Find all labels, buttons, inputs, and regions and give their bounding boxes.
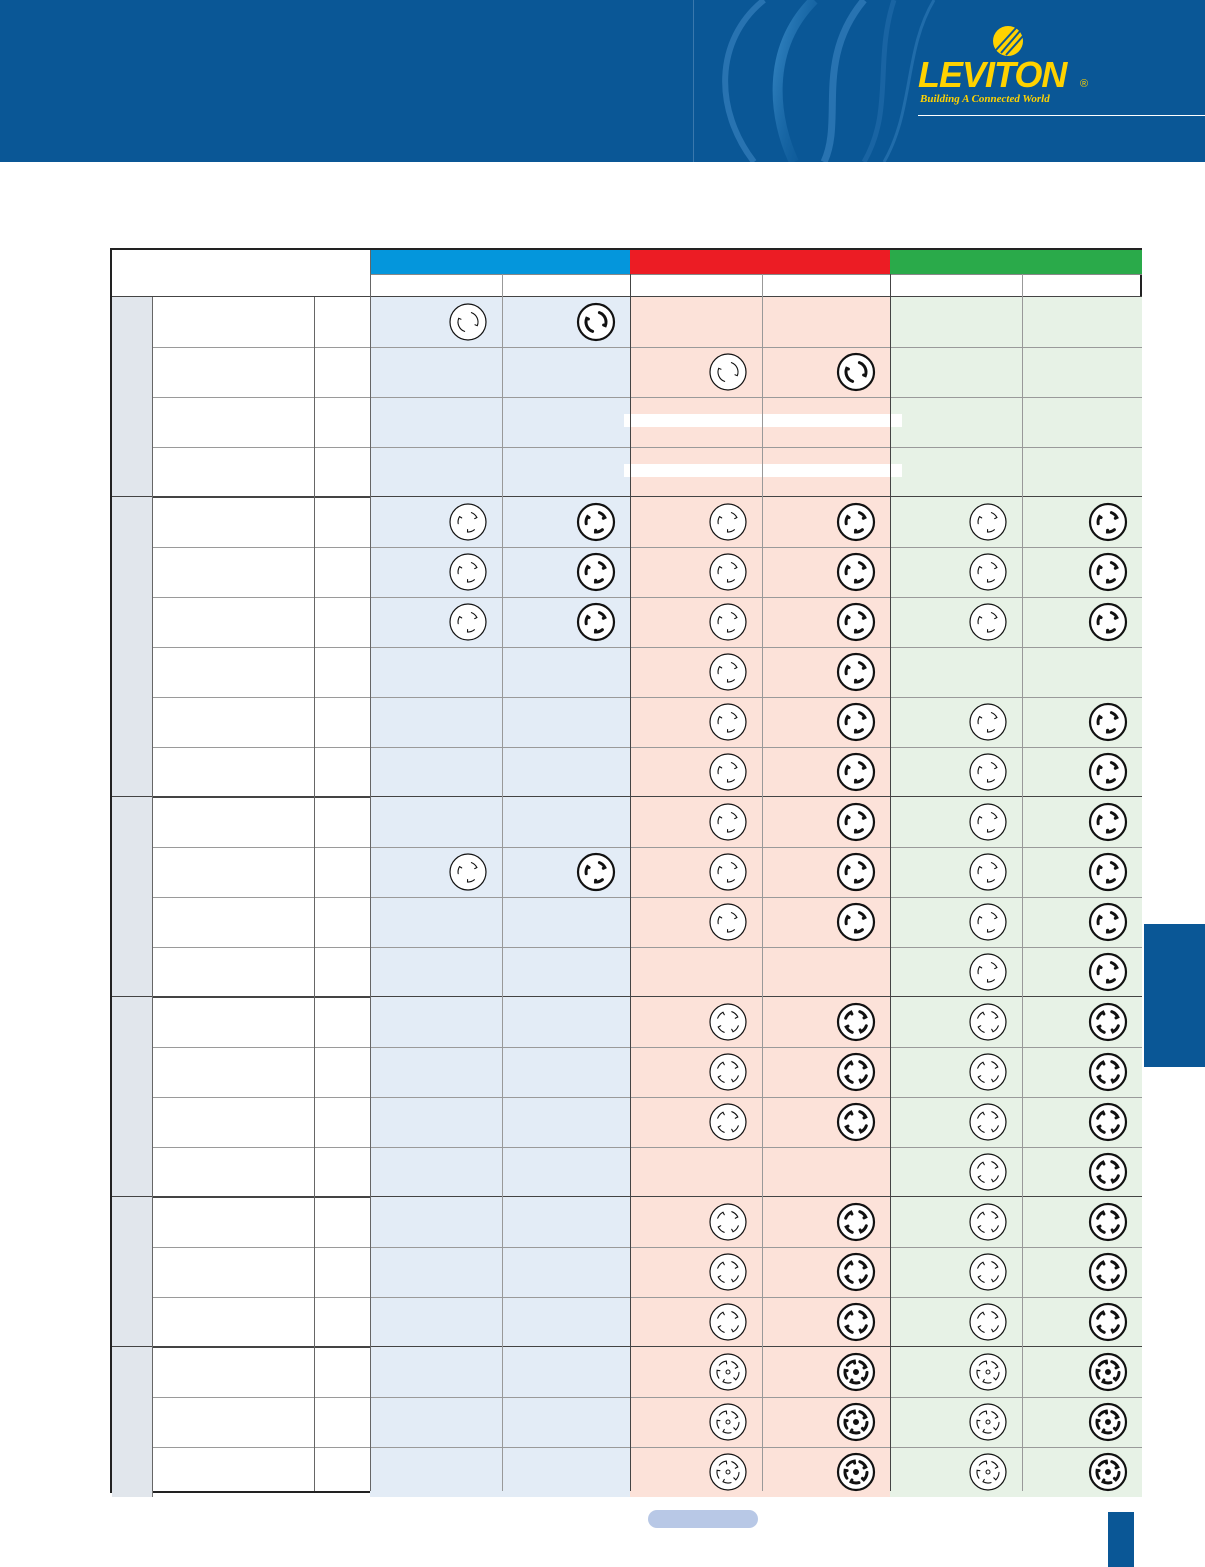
locking-receptacle-face-icon — [968, 1102, 1008, 1142]
locking-plug-face-icon — [836, 1102, 876, 1142]
locking-receptacle-face-icon — [708, 852, 748, 892]
section-label-cell — [112, 1197, 153, 1347]
table-cell — [502, 1297, 630, 1347]
table-cell — [502, 1247, 630, 1297]
row-divider — [152, 597, 1142, 598]
locking-plug-face-icon — [1088, 852, 1128, 892]
locking-plug-face-icon — [576, 502, 616, 542]
logo-tagline: Building A Connected World — [920, 93, 1050, 105]
table-cell — [762, 947, 890, 997]
section-side-tab — [1144, 924, 1205, 1067]
row-divider — [152, 547, 1142, 548]
locking-receptacle-face-icon — [708, 1252, 748, 1292]
locking-receptacle-face-icon — [968, 702, 1008, 742]
locking-plug-face-icon — [1088, 1452, 1128, 1492]
table-cell — [502, 997, 630, 1047]
table-cell — [370, 1147, 502, 1197]
locking-plug-face-icon — [1088, 1002, 1128, 1042]
locking-receptacle-face-icon — [968, 502, 1008, 542]
locking-receptacle-face-icon — [708, 1402, 748, 1442]
table-cell — [502, 647, 630, 697]
column-group-header — [890, 250, 1142, 274]
locking-plug-face-icon — [836, 352, 876, 392]
locking-receptacle-face-icon — [708, 1452, 748, 1492]
section-label-cell — [112, 497, 153, 797]
table-cell — [502, 397, 630, 447]
row-divider — [152, 1147, 1142, 1148]
table-cell — [370, 1397, 502, 1447]
table-cell — [890, 397, 1022, 447]
locking-plug-face-icon — [836, 1252, 876, 1292]
column-group-header — [630, 250, 890, 274]
row-divider — [152, 1247, 1142, 1248]
locking-receptacle-face-icon — [448, 552, 488, 592]
locking-plug-face-icon — [1088, 502, 1128, 542]
table-cell — [502, 897, 630, 947]
locking-plug-face-icon — [576, 852, 616, 892]
locking-plug-face-icon — [1088, 702, 1128, 742]
locking-plug-face-icon — [1088, 1402, 1128, 1442]
locking-plug-face-icon — [836, 1302, 876, 1342]
registered-mark: ® — [1080, 78, 1089, 90]
locking-plug-face-icon — [1088, 1352, 1128, 1392]
locking-plug-face-icon — [836, 552, 876, 592]
locking-plug-face-icon — [1088, 1052, 1128, 1092]
locking-receptacle-face-icon — [708, 652, 748, 692]
table-cell — [890, 297, 1022, 347]
locking-plug-face-icon — [836, 1052, 876, 1092]
row-divider — [152, 397, 1142, 398]
locking-receptacle-face-icon — [708, 352, 748, 392]
locking-receptacle-face-icon — [448, 502, 488, 542]
locking-plug-face-icon — [1088, 802, 1128, 842]
locking-receptacle-face-icon — [968, 552, 1008, 592]
column-divider — [370, 250, 371, 1491]
locking-plug-face-icon — [1088, 552, 1128, 592]
locking-receptacle-face-icon — [968, 1052, 1008, 1092]
locking-receptacle-face-icon — [968, 902, 1008, 942]
locking-plug-face-icon — [576, 302, 616, 342]
device-configuration-table — [110, 248, 1142, 1493]
table-cell — [630, 297, 762, 347]
table-cell — [370, 997, 502, 1047]
column-group-header — [370, 250, 630, 274]
locking-receptacle-face-icon — [968, 1352, 1008, 1392]
locking-plug-face-icon — [1088, 752, 1128, 792]
locking-receptacle-face-icon — [708, 602, 748, 642]
table-cell — [370, 1047, 502, 1097]
column-divider — [314, 297, 315, 1491]
locking-plug-face-icon — [836, 1352, 876, 1392]
row-divider — [152, 1397, 1142, 1398]
locking-receptacle-face-icon — [448, 302, 488, 342]
table-cell — [762, 297, 890, 347]
locking-receptacle-face-icon — [968, 1202, 1008, 1242]
locking-plug-face-icon — [576, 552, 616, 592]
table-cell — [890, 447, 1022, 497]
locking-receptacle-face-icon — [708, 502, 748, 542]
locking-plug-face-icon — [836, 902, 876, 942]
table-cell — [370, 447, 502, 497]
table-cell — [890, 647, 1022, 697]
locking-receptacle-face-icon — [968, 1152, 1008, 1192]
locking-plug-face-icon — [1088, 1152, 1128, 1192]
header-banner — [0, 0, 1205, 162]
column-subheader-row — [370, 274, 1142, 298]
locking-plug-face-icon — [1088, 902, 1128, 942]
section-label-cell — [112, 1347, 153, 1497]
table-cell — [370, 1347, 502, 1397]
table-cell — [762, 1147, 890, 1197]
locking-plug-face-icon — [1088, 952, 1128, 992]
table-cell — [502, 1447, 630, 1497]
logo-sun-icon — [988, 24, 1028, 58]
locking-receptacle-face-icon — [968, 752, 1008, 792]
column-divider — [502, 274, 503, 1491]
locking-receptacle-face-icon — [968, 602, 1008, 642]
row-divider — [152, 647, 1142, 648]
table-cell — [1022, 447, 1142, 497]
locking-plug-face-icon — [836, 702, 876, 742]
table-cell — [370, 1447, 502, 1497]
locking-plug-face-icon — [836, 852, 876, 892]
section-label-cell — [112, 997, 153, 1197]
table-cell — [370, 647, 502, 697]
table-cell — [502, 1147, 630, 1197]
table-cell — [502, 1197, 630, 1247]
logo-underline — [918, 115, 1205, 116]
logo-wordmark: LEVITON — [918, 54, 1067, 95]
table-cell — [502, 947, 630, 997]
locking-plug-face-icon — [836, 752, 876, 792]
locking-receptacle-face-icon — [708, 1202, 748, 1242]
column-divider — [630, 274, 631, 1491]
table-cell — [502, 797, 630, 847]
page-number-box — [1108, 1512, 1134, 1567]
table-cell — [502, 1397, 630, 1447]
locking-plug-face-icon — [836, 1002, 876, 1042]
row-divider — [152, 697, 1142, 698]
locking-plug-face-icon — [1088, 1202, 1128, 1242]
table-cell — [1022, 347, 1142, 397]
table-cell — [630, 947, 762, 997]
table-cell — [502, 447, 630, 497]
locking-plug-face-icon — [836, 1202, 876, 1242]
table-cell — [370, 747, 502, 797]
table-cell — [1022, 297, 1142, 347]
white-bar-overlay — [624, 464, 902, 477]
table-cell — [502, 1097, 630, 1147]
locking-plug-face-icon — [1088, 602, 1128, 642]
table-cell — [370, 1247, 502, 1297]
locking-plug-face-icon — [836, 602, 876, 642]
table-cell — [370, 947, 502, 997]
section-label-cell — [112, 797, 153, 997]
table-cell — [1022, 397, 1142, 447]
locking-receptacle-face-icon — [968, 952, 1008, 992]
row-divider — [152, 847, 1142, 848]
row-divider — [152, 747, 1142, 748]
white-bar-overlay — [624, 414, 902, 427]
locking-receptacle-face-icon — [968, 1452, 1008, 1492]
locking-receptacle-face-icon — [968, 802, 1008, 842]
row-divider — [152, 347, 1142, 348]
locking-receptacle-face-icon — [708, 1002, 748, 1042]
locking-plug-face-icon — [836, 652, 876, 692]
column-divider — [890, 274, 891, 1491]
table-cell — [370, 897, 502, 947]
locking-receptacle-face-icon — [448, 602, 488, 642]
table-cell — [502, 697, 630, 747]
locking-receptacle-face-icon — [968, 1402, 1008, 1442]
row-divider — [152, 947, 1142, 948]
locking-receptacle-face-icon — [708, 902, 748, 942]
locking-receptacle-face-icon — [708, 1102, 748, 1142]
column-divider — [152, 297, 153, 1491]
locking-plug-face-icon — [1088, 1252, 1128, 1292]
locking-receptacle-face-icon — [708, 552, 748, 592]
locking-receptacle-face-icon — [708, 1302, 748, 1342]
column-divider — [762, 274, 763, 1491]
locking-receptacle-face-icon — [708, 752, 748, 792]
locking-receptacle-face-icon — [708, 1352, 748, 1392]
locking-receptacle-face-icon — [708, 702, 748, 742]
table-cell — [502, 1047, 630, 1097]
column-divider — [1022, 274, 1023, 1491]
row-divider — [152, 447, 1142, 448]
table-cell — [370, 1097, 502, 1147]
table-cell — [630, 1147, 762, 1197]
table-cell — [370, 347, 502, 397]
table-cell — [502, 1347, 630, 1397]
row-divider — [152, 1447, 1142, 1448]
table-cell — [502, 747, 630, 797]
locking-plug-face-icon — [1088, 1102, 1128, 1142]
locking-receptacle-face-icon — [448, 852, 488, 892]
locking-plug-face-icon — [836, 502, 876, 542]
table-cell — [370, 697, 502, 747]
locking-plug-face-icon — [836, 802, 876, 842]
row-divider — [152, 897, 1142, 898]
locking-receptacle-face-icon — [968, 1002, 1008, 1042]
table-cell — [370, 1297, 502, 1347]
locking-plug-face-icon — [576, 602, 616, 642]
table-cell — [370, 397, 502, 447]
locking-receptacle-face-icon — [968, 1302, 1008, 1342]
locking-receptacle-face-icon — [968, 852, 1008, 892]
table-cell — [370, 797, 502, 847]
locking-receptacle-face-icon — [708, 1052, 748, 1092]
table-cell — [502, 347, 630, 397]
locking-plug-face-icon — [836, 1452, 876, 1492]
footer-pill — [648, 1510, 758, 1528]
locking-receptacle-face-icon — [708, 802, 748, 842]
leviton-logo — [918, 24, 1205, 124]
locking-plug-face-icon — [1088, 1302, 1128, 1342]
locking-receptacle-face-icon — [968, 1252, 1008, 1292]
table-cell — [1022, 647, 1142, 697]
row-divider — [152, 1047, 1142, 1048]
row-divider — [152, 1297, 1142, 1298]
row-divider — [152, 1097, 1142, 1098]
locking-plug-face-icon — [836, 1402, 876, 1442]
table-cell — [370, 1197, 502, 1247]
section-label-cell — [112, 297, 153, 497]
table-cell — [890, 347, 1022, 397]
